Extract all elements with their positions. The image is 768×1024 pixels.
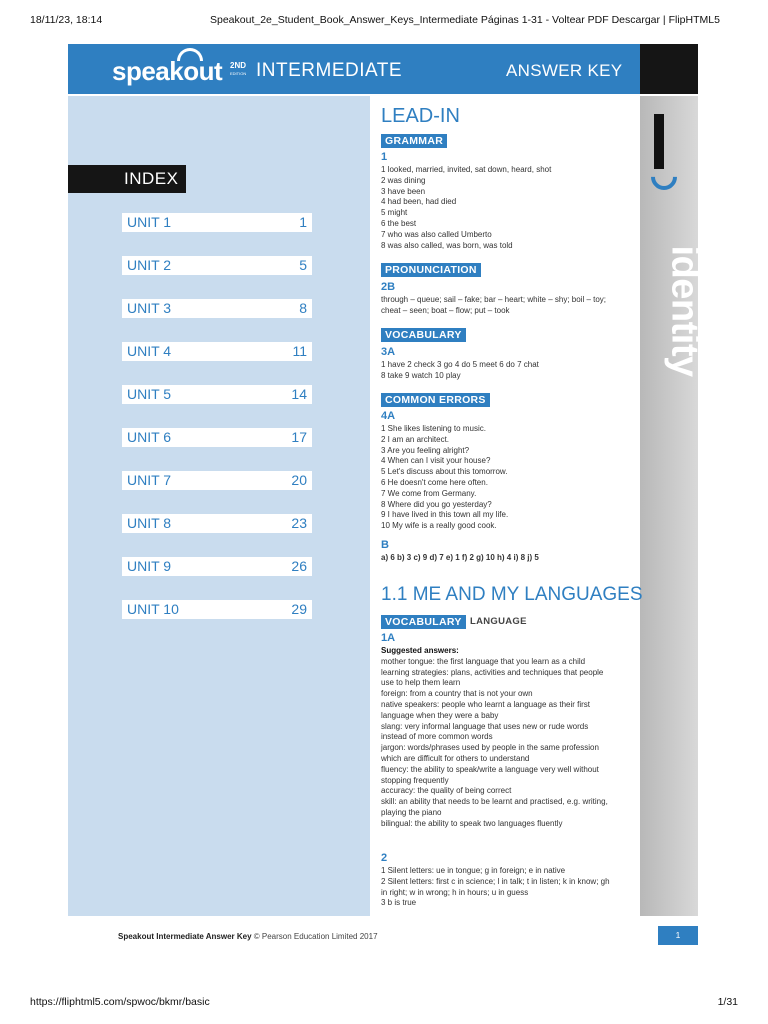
vocabulary-q-number: 3A [381, 346, 396, 358]
index-panel [68, 96, 370, 916]
grammar-label: GRAMMAR [381, 134, 447, 148]
pronunciation-label: PRONUNCIATION [381, 263, 481, 277]
vocabulary-label: VOCABULARY [381, 328, 466, 342]
pronunciation-q-number: 2B [381, 281, 396, 293]
print-page-count: 1/31 [717, 996, 738, 1008]
index-title: INDEX [68, 165, 186, 193]
brand-logo: speakout [112, 56, 223, 86]
unit-topic-word: identity [663, 245, 706, 377]
index-unit-10[interactable]: UNIT 10 29 [122, 600, 312, 619]
index-unit-5[interactable]: UNIT 5 14 [122, 385, 312, 404]
print-url[interactable]: https://fliphtml5.com/spwoc/bkmr/basic [30, 996, 210, 1008]
level-title: INTERMEDIATE [256, 60, 403, 81]
index-unit-4[interactable]: UNIT 4 11 [122, 342, 312, 361]
index-unit-7[interactable]: UNIT 7 20 [122, 471, 312, 490]
index-unit-3[interactable]: UNIT 3 8 [122, 299, 312, 318]
index-unit-9[interactable]: UNIT 9 26 [122, 557, 312, 576]
common-errors-b-answers: a) 6 b) 3 c) 9 d) 7 e) 1 f) 2 g) 10 h) 4 i) 8 j) 5 [381, 553, 539, 562]
section-1-1-heading: 1.1 ME AND MY LANGUAGES [381, 584, 643, 605]
common-errors-b-number: B [381, 539, 389, 551]
common-errors-answers: 1 She likes listening to music. 2 I am an architect. 3 Are you feeling alright? 4 When can I visit your house? 5 Let's discuss about this tomorrow. 6 He doesn't come here often. 7 We come from Germany. 8 Where did you go yesterday? 9 I have lived in this town all my life. 10 My wife is a really good cook. [381, 424, 509, 531]
section-q2-number: 2 [381, 852, 388, 864]
common-errors-label: COMMON ERRORS [381, 393, 490, 407]
page-number-badge: 1 [658, 926, 698, 945]
banner-black-tab [640, 44, 698, 94]
document-page [68, 44, 706, 949]
section-q1-number: 1A [381, 632, 396, 644]
index-unit-8[interactable]: UNIT 8 23 [122, 514, 312, 533]
top-banner [68, 44, 698, 94]
edition-badge: 2ND EDITION [230, 61, 247, 76]
print-page-title: Speakout_2e_Student_Book_Answer_Keys_Intermediate Páginas 1-31 - Voltear PDF Descargar | FlipHTML5 [210, 14, 720, 26]
unit-number-mark [654, 114, 664, 169]
brand-arc-icon [177, 48, 203, 61]
grammar-answers: 1 looked, married, invited, sat down, heard, shot 2 was dining 3 have been 4 had been, had died 5 might 6 the best 7 who was also called Umberto 8 was also called, was born, was told [381, 165, 552, 250]
section-q1-answers: Suggested answers: mother tongue: the first language that you learn as a child learning strategies: plans, activities and techniques that people use to help them learn foreign: from a country that is not your own native speakers: people who learnt a language as their first language when they were a baby slang: very informal language that uses new or rude words instead of more common words jargon: words/phrases used by people in the same profession which are difficult for others to understand fluency: the ability to speak/write a language very well without stopping frequently accuracy: the quality of being correct skill: an ability that needs to be learnt and practised, e.g. writing, playing the piano bilingual: the ability to speak two languages fluently [381, 646, 608, 828]
index-unit-6[interactable]: UNIT 6 17 [122, 428, 312, 447]
answer-key-title: ANSWER KEY [506, 61, 623, 80]
vocabulary-answers: 1 have 2 check 3 go 4 do 5 meet 6 do 7 chat 8 take 9 watch 10 play [381, 360, 539, 380]
unit-side-tab [640, 96, 698, 916]
lead-in-heading: LEAD-IN [381, 105, 460, 127]
print-header [30, 14, 738, 28]
page-footer: Speakout Intermediate Answer Key © Pearson Education Limited 2017 [118, 932, 378, 941]
section-sub-label: LANGUAGE [470, 616, 527, 627]
print-footer [30, 996, 738, 1010]
section-q2-answers: 1 Silent letters: ue in tongue; g in foreign; e in native 2 Silent letters: first c in science; l in talk; t in listen; k in know; gh in right; w in wrong; h in hours; u in guess 3 b is true [381, 866, 610, 908]
pronunciation-answers: through – queue; sail – fake; bar – heart; white – shy; boil – toy; cheat – seen; boat – flow; put – took [381, 295, 607, 315]
section-vocabulary-label: VOCABULARY [381, 615, 466, 629]
index-unit-2[interactable]: UNIT 2 5 [122, 256, 312, 275]
print-datetime: 18/11/23, 18:14 [30, 14, 103, 26]
index-unit-1[interactable]: UNIT 1 1 [122, 213, 312, 232]
common-errors-q-number: 4A [381, 410, 396, 422]
grammar-q-number: 1 [381, 151, 388, 163]
